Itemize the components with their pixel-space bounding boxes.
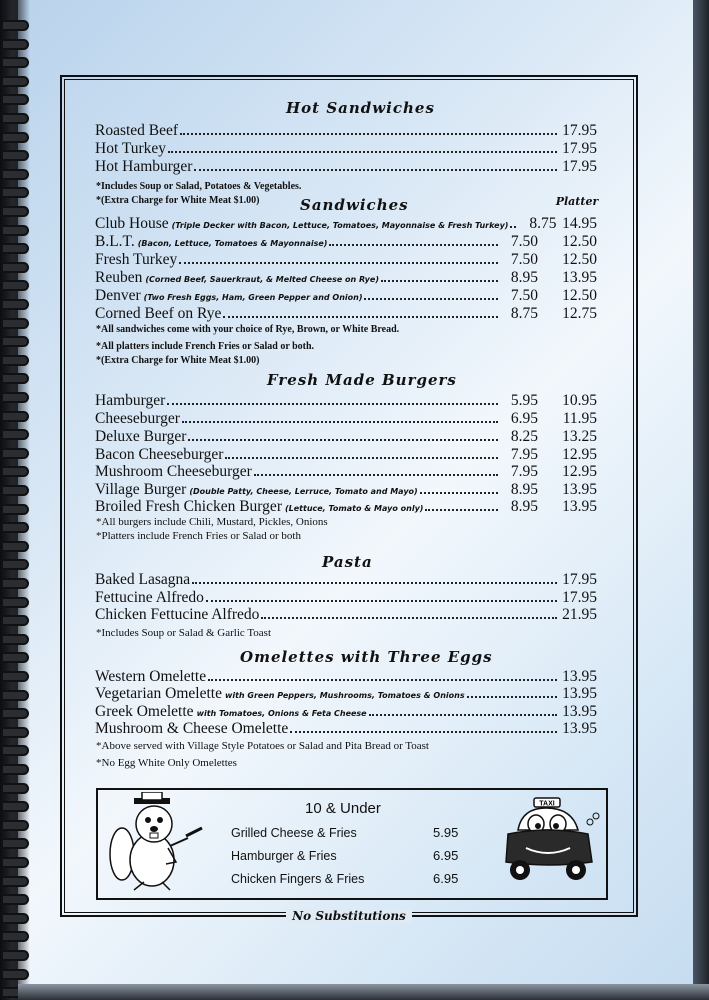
binding-ring: [3, 745, 29, 756]
kids-item-price: 5.95: [433, 825, 459, 840]
platter-price: 12.95: [562, 446, 597, 463]
menu-note: *No Egg White Only Omelettes: [96, 757, 237, 769]
item-price: 17.95: [562, 140, 597, 157]
item-price: 7.95: [510, 446, 538, 463]
binding-ring: [3, 820, 29, 831]
item-price: 7.95: [510, 463, 538, 480]
menu-item: [95, 158, 597, 176]
kids-menu-title: 10 & Under: [305, 800, 381, 817]
binding-ring: [3, 392, 29, 403]
item-name: Mushroom & Cheese Omelette: [95, 720, 289, 737]
item-name: Club House: [95, 215, 169, 232]
menu-item: [95, 269, 538, 287]
platter-price: 11.95: [562, 410, 597, 427]
pasta-title: Pasta: [322, 553, 373, 571]
binding-ring: [3, 448, 29, 459]
item-price: 6.95: [510, 410, 538, 427]
taxi-sign: TAXI: [539, 800, 555, 808]
binding-ring: [3, 411, 29, 422]
item-name: Mushroom Cheeseburger: [95, 463, 252, 480]
platter-price: 13.95: [562, 269, 597, 286]
binding-ring: [3, 132, 29, 143]
item-name: Deluxe Burger: [95, 428, 187, 445]
beaver-mascot-icon: [104, 792, 214, 896]
platter-price: 13.25: [562, 428, 597, 445]
binding-ring: [3, 94, 29, 105]
kids-item-price: 6.95: [433, 848, 459, 863]
item-name: Roasted Beef: [95, 122, 179, 139]
item-price: 17.95: [562, 589, 597, 606]
menu-item: [95, 428, 538, 446]
menu-item: [95, 392, 538, 410]
menu-note: *Includes Soup or Salad, Potatoes & Vegetables.: [96, 181, 302, 192]
binding-ring: [3, 634, 29, 645]
page-bottom-edge: [18, 984, 709, 1000]
item-name: Fettucine Alfredo: [95, 589, 204, 606]
item-name: Greek Omelette: [95, 703, 194, 720]
footer: [60, 906, 638, 926]
menu-item: [95, 215, 557, 233]
item-desc: with Green Peppers, Mushrooms, Tomatoes & Onions: [224, 691, 465, 700]
binding-ring: [3, 225, 29, 236]
menu-item: [95, 481, 538, 499]
binding-ring: [3, 355, 29, 366]
item-desc: (Two Fresh Eggs, Ham, Green Pepper and Onion): [143, 293, 363, 302]
item-desc: (Bacon, Lettuce, Tomatoes & Mayonnaise): [137, 239, 328, 248]
binding-ring: [3, 187, 29, 198]
binding-ring: [3, 466, 29, 477]
menu-item: [95, 287, 538, 305]
platter-price: 12.95: [562, 463, 597, 480]
item-name: B.L.T.: [95, 233, 135, 250]
binding-ring: [3, 113, 29, 124]
menu-item: [95, 233, 538, 251]
sandwiches-title: Sandwiches: [300, 196, 409, 214]
binding-ring: [3, 690, 29, 701]
menu-item: [95, 122, 597, 140]
menu-item: [95, 498, 538, 516]
page-edge: [693, 0, 709, 1000]
binding-ring: [3, 931, 29, 942]
binding-ring: [3, 541, 29, 552]
item-name: Village Burger: [95, 481, 187, 498]
item-price: 8.95: [510, 481, 538, 498]
platter-header: Platter: [555, 195, 599, 208]
binding-ring: [3, 559, 29, 570]
item-desc: (Triple Decker with Bacon, Lettuce, Tomatoes, Mayonnaise & Fresh Turkey): [171, 221, 509, 230]
binding-ring: [3, 373, 29, 384]
item-price: 8.95: [510, 498, 538, 515]
binding-ring: [3, 801, 29, 812]
binding-ring: [3, 39, 29, 50]
item-name: Reuben: [95, 269, 143, 286]
menu-item: [95, 606, 597, 624]
kids-item-name: Chicken Fingers & Fries: [231, 872, 365, 886]
item-name: Chicken Fettucine Alfredo: [95, 606, 260, 623]
binding-ring: [3, 857, 29, 868]
item-desc: (Lettuce, Tomato & Mayo only): [284, 504, 424, 513]
platter-price: 10.95: [562, 392, 597, 409]
taxi-cartoon-icon: [498, 796, 602, 894]
item-price: 7.50: [510, 233, 538, 250]
binding-ring: [3, 280, 29, 291]
menu-note: *Includes Soup or Salad & Garlic Toast: [96, 627, 271, 639]
binding-ring: [3, 206, 29, 217]
menu-note: *(Extra Charge for White Meat $1.00): [96, 355, 260, 366]
item-desc: (Double Patty, Cheese, Lerruce, Tomato and Mayo): [189, 487, 418, 496]
item-name: Vegetarian Omelette: [95, 685, 222, 702]
menu-item: [95, 140, 597, 158]
binding-ring: [3, 578, 29, 589]
binding-ring: [3, 969, 29, 980]
item-price: 13.95: [562, 685, 597, 702]
menu-item: [95, 305, 538, 323]
platter-price: 14.95: [562, 215, 597, 232]
platter-price: 13.95: [562, 481, 597, 498]
binding-ring: [3, 318, 29, 329]
menu-item: [95, 703, 597, 721]
menu-note: *All burgers include Chili, Mustard, Pickles, Onions: [96, 516, 328, 528]
item-name: Fresh Turkey: [95, 251, 178, 268]
item-price: 8.75: [510, 305, 538, 322]
kids-item-price: 6.95: [433, 871, 459, 886]
item-name: Western Omelette: [95, 668, 207, 685]
binding-ring: [3, 783, 29, 794]
item-name: Cheeseburger: [95, 410, 180, 427]
binding-ring: [3, 727, 29, 738]
hot-sandwiches-title: Hot Sandwiches: [286, 99, 435, 117]
platter-price: 12.75: [562, 305, 597, 322]
platter-price: 12.50: [562, 287, 597, 304]
binding-ring: [3, 485, 29, 496]
item-name: Hot Turkey: [95, 140, 167, 157]
item-price: 13.95: [562, 668, 597, 685]
item-price: 17.95: [562, 571, 597, 588]
omelettes-title: Omelettes with Three Eggs: [240, 648, 493, 666]
item-price: 21.95: [562, 606, 597, 623]
binding-ring: [3, 262, 29, 273]
burgers-title: Fresh Made Burgers: [267, 371, 457, 389]
binding-ring: [3, 838, 29, 849]
binding-ring: [3, 243, 29, 254]
binding-ring: [3, 150, 29, 161]
binding-ring: [3, 429, 29, 440]
kids-item-name: Hamburger & Fries: [231, 849, 337, 863]
binding-ring: [3, 597, 29, 608]
menu-item: [95, 251, 538, 269]
binding-ring: [3, 57, 29, 68]
menu-note: *Above served with Village Style Potatoes or Salad and Pita Bread or Toast: [96, 740, 429, 752]
kids-item-name: Grilled Cheese & Fries: [231, 826, 357, 840]
binding-ring: [3, 913, 29, 924]
binding-ring: [3, 671, 29, 682]
item-price: 13.95: [562, 720, 597, 737]
menu-note: *All platters include French Fries or Salad or both.: [96, 341, 315, 352]
binding-ring: [3, 76, 29, 87]
menu-note: *All sandwiches come with your choice of Rye, Brown, or White Bread.: [96, 324, 400, 335]
item-price: 8.75: [529, 215, 557, 232]
binding-ring: [3, 615, 29, 626]
item-name: Denver: [95, 287, 141, 304]
spiral-binding: [0, 0, 30, 1000]
menu-item: [95, 571, 597, 589]
platter-price: 12.50: [562, 233, 597, 250]
item-price: 17.95: [562, 158, 597, 175]
item-name: Hot Hamburger: [95, 158, 193, 175]
binding-ring: [3, 20, 29, 31]
item-price: 8.95: [510, 269, 538, 286]
binding-ring: [3, 299, 29, 310]
item-price: 17.95: [562, 122, 597, 139]
item-name: Baked Lasagna: [95, 571, 191, 588]
platter-price: 12.50: [562, 251, 597, 268]
menu-item: [95, 720, 597, 738]
item-name: Corned Beef on Rye: [95, 305, 222, 322]
binding-ring: [3, 652, 29, 663]
binding-ring: [3, 876, 29, 887]
item-desc: with Tomatoes, Onions & Feta Cheese: [196, 709, 367, 718]
item-name: Hamburger: [95, 392, 166, 409]
menu-item: [95, 685, 597, 703]
item-price: 13.95: [562, 703, 597, 720]
item-price: 5.95: [510, 392, 538, 409]
menu-note: *(Extra Charge for White Meat $1.00): [96, 195, 260, 206]
binding-ring: [3, 894, 29, 905]
menu-item: [95, 668, 597, 686]
binding-ring: [3, 169, 29, 180]
item-price: 7.50: [510, 251, 538, 268]
menu-note: *Platters include French Fries or Salad or both: [96, 530, 301, 542]
binding-ring: [3, 504, 29, 515]
binding-ring: [3, 950, 29, 961]
menu-item: [95, 589, 597, 607]
binding-ring: [3, 522, 29, 533]
footer-note: No Substitutions: [286, 909, 412, 923]
item-price: 7.50: [510, 287, 538, 304]
binding-ring: [3, 708, 29, 719]
binding-ring: [3, 336, 29, 347]
item-name: Bacon Cheeseburger: [95, 446, 224, 463]
menu-item: [95, 463, 538, 481]
item-name: Broiled Fresh Chicken Burger: [95, 498, 282, 515]
item-price: 8.25: [510, 428, 538, 445]
binding-ring: [3, 764, 29, 775]
platter-price: 13.95: [562, 498, 597, 515]
item-desc: (Corned Beef, Sauerkraut, & Melted Cheese on Rye): [145, 275, 379, 284]
menu-item: [95, 410, 538, 428]
menu-item: [95, 446, 538, 464]
